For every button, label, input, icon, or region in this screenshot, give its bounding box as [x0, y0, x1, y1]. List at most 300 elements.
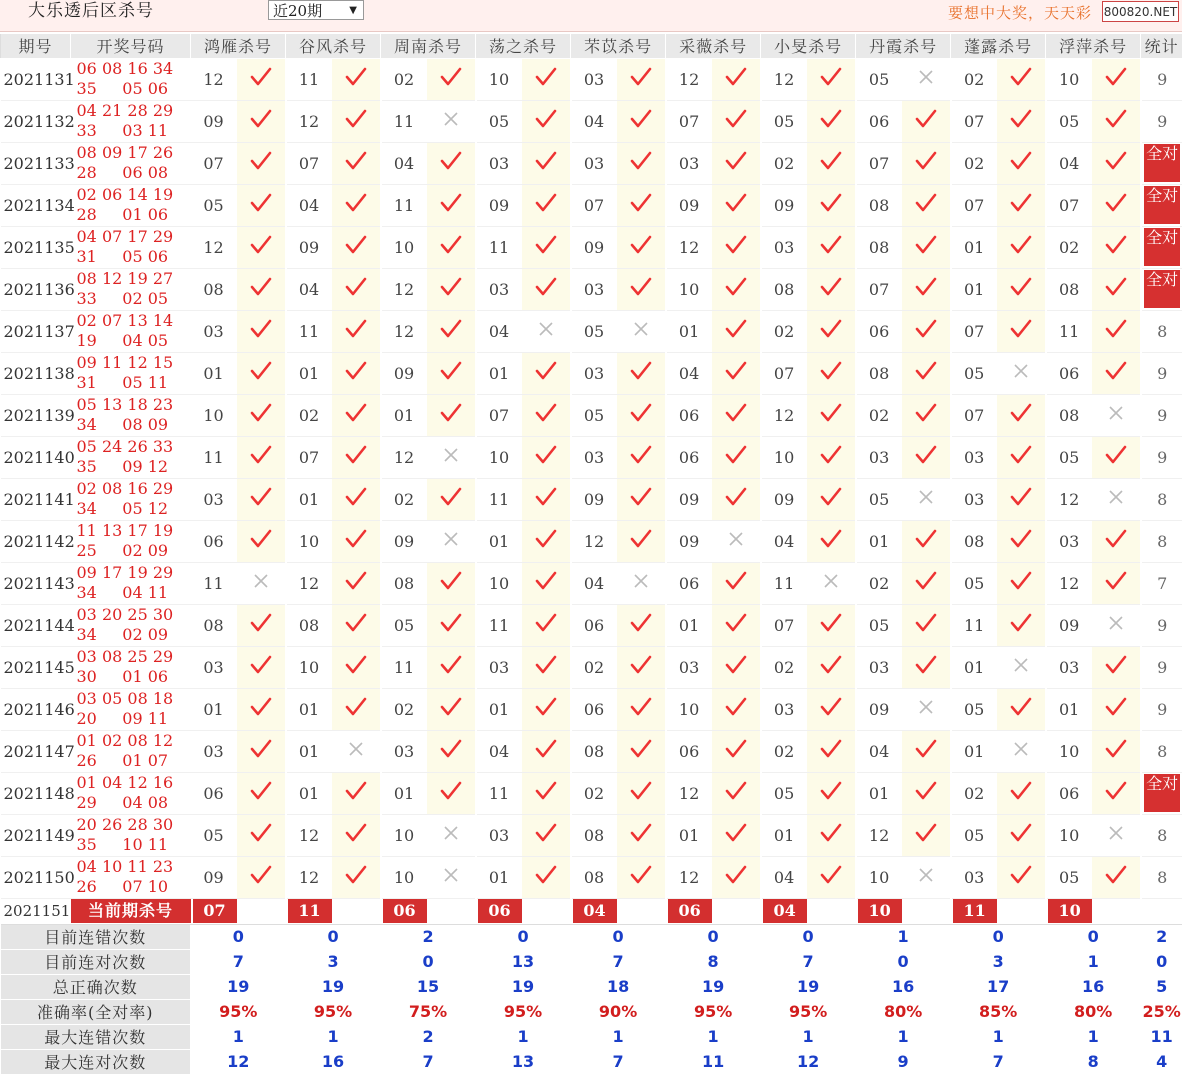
draw-numbers-cell [71, 646, 191, 688]
draw-front-numbers: 03 08 25 29 [76, 647, 174, 666]
check-icon [807, 184, 856, 226]
stat-cell: 9 [1141, 394, 1182, 436]
kill-number-cell: 03 [666, 646, 712, 688]
kill-number-cell: 08 [381, 562, 427, 604]
draw-front-numbers: 08 12 19 27 [76, 269, 174, 288]
kill-number-cell: 03 [761, 226, 807, 268]
check-icon [237, 856, 286, 898]
summary-value: 0 [476, 924, 571, 949]
check-icon [427, 604, 476, 646]
check-icon [997, 604, 1046, 646]
kill-number-cell: 01 [476, 856, 522, 898]
draw-back-numbers: 03 11 [122, 121, 169, 140]
draw-numbers-line2 [77, 289, 191, 309]
check-icon [712, 226, 761, 268]
kill-number-cell: 07 [761, 352, 807, 394]
current-stat-cell [1141, 898, 1182, 924]
cross-icon [807, 562, 856, 604]
kill-number-cell: 06 [856, 100, 902, 142]
draw-front-last: 26 [76, 751, 97, 770]
kill-number-cell: 11 [381, 646, 427, 688]
summary-value: 11 [666, 1049, 761, 1074]
check-icon [807, 268, 856, 310]
summary-value: 7 [571, 1049, 666, 1074]
draw-front-last: 35 [76, 457, 97, 476]
summary-value: 0 [951, 924, 1046, 949]
current-kill-cell [761, 898, 856, 924]
check-icon [902, 814, 951, 856]
kill-number-cell: 12 [666, 226, 712, 268]
check-icon [237, 184, 286, 226]
kill-number-cell: 03 [856, 646, 902, 688]
check-icon [902, 352, 951, 394]
check-icon [617, 520, 666, 562]
kill-number-cell: 07 [191, 142, 237, 184]
check-icon [332, 394, 381, 436]
kill-number-cell: 01 [951, 646, 997, 688]
summary-value: 3 [286, 949, 381, 974]
check-icon [522, 268, 571, 310]
check-icon [902, 100, 951, 142]
summary-value: 2 [381, 1024, 476, 1049]
check-icon [902, 310, 951, 352]
check-icon [617, 688, 666, 730]
draw-front-numbers: 04 10 11 23 [76, 857, 174, 876]
kill-number-cell: 04 [286, 268, 332, 310]
summary-value: 0 [1046, 924, 1141, 949]
summary-label: 准确率(全对率) [1, 999, 191, 1024]
kill-number-cell: 07 [951, 100, 997, 142]
cross-icon [1092, 394, 1141, 436]
draw-numbers-line2 [77, 751, 191, 771]
all-correct-badge: 全对 [1144, 228, 1180, 266]
summary-row [1, 949, 1182, 974]
summary-value: 18 [571, 974, 666, 999]
check-icon [617, 100, 666, 142]
kill-number-cell: 09 [476, 184, 522, 226]
check-icon [617, 58, 666, 100]
issue-cell: 2021150 [1, 856, 71, 898]
kill-number-cell: 02 [951, 772, 997, 814]
check-icon [427, 646, 476, 688]
kill-number-cell: 06 [571, 604, 617, 646]
kill-number-cell: 05 [856, 604, 902, 646]
current-kill-label: 当前期杀号 [71, 899, 191, 923]
check-icon [617, 772, 666, 814]
draw-numbers-cell [71, 394, 191, 436]
check-icon [807, 646, 856, 688]
all-correct-badge: 全对 [1144, 186, 1180, 224]
slogan-text: 要想中大奖，天天彩 [948, 4, 1093, 22]
draw-front-numbers: 06 08 16 34 [76, 59, 174, 78]
kill-number-cell: 11 [476, 478, 522, 520]
summary-value: 95% [476, 999, 571, 1024]
check-icon [807, 772, 856, 814]
stat-cell [1141, 226, 1182, 268]
check-icon [237, 772, 286, 814]
table-row [1, 268, 1182, 310]
col-header-expert: 丹霞杀号 [856, 34, 951, 58]
kill-number-cell: 03 [951, 856, 997, 898]
check-icon [522, 604, 571, 646]
kill-number-cell: 09 [191, 856, 237, 898]
cross-icon [1092, 814, 1141, 856]
draw-back-numbers: 10 11 [122, 835, 169, 854]
check-icon [522, 58, 571, 100]
check-icon [237, 478, 286, 520]
kill-number-cell: 04 [856, 730, 902, 772]
kill-number-cell: 01 [761, 814, 807, 856]
check-icon [617, 646, 666, 688]
summary-row [1, 924, 1182, 949]
current-kill-number: 06 [383, 899, 427, 923]
check-icon [427, 226, 476, 268]
check-icon [997, 772, 1046, 814]
kill-number-cell: 12 [286, 856, 332, 898]
check-icon [807, 142, 856, 184]
check-icon [237, 646, 286, 688]
kill-number-cell: 07 [951, 310, 997, 352]
check-icon [997, 268, 1046, 310]
check-icon [1092, 772, 1141, 814]
kill-number-cell: 02 [381, 58, 427, 100]
cross-icon [427, 100, 476, 142]
check-icon [712, 730, 761, 772]
kill-number-cell: 07 [286, 142, 332, 184]
kill-number-cell: 08 [286, 604, 332, 646]
issue-cell: 2021136 [1, 268, 71, 310]
kill-number-cell: 09 [761, 184, 807, 226]
summary-value: 1 [951, 1024, 1046, 1049]
kill-number-cell: 08 [191, 604, 237, 646]
kill-number-cell: 04 [1046, 142, 1092, 184]
current-kill-cell [666, 898, 761, 924]
kill-number-cell: 10 [1046, 58, 1092, 100]
top-bar [0, 0, 1182, 32]
kill-number-cell: 05 [761, 772, 807, 814]
kill-number-cell: 12 [1046, 478, 1092, 520]
table-row [1, 520, 1182, 562]
check-icon [332, 142, 381, 184]
table-header [1, 34, 1182, 58]
check-icon [522, 856, 571, 898]
kill-number-cell: 03 [476, 814, 522, 856]
table-row [1, 394, 1182, 436]
draw-front-last: 30 [76, 667, 97, 686]
kill-number-cell: 09 [666, 184, 712, 226]
draw-numbers-cell [71, 142, 191, 184]
kill-number-cell: 03 [476, 268, 522, 310]
kill-number-cell: 06 [666, 730, 712, 772]
check-icon [997, 562, 1046, 604]
check-icon [522, 730, 571, 772]
summary-label: 总正确次数 [1, 974, 191, 999]
check-icon [332, 100, 381, 142]
check-icon [807, 436, 856, 478]
kill-number-cell: 05 [571, 394, 617, 436]
check-icon [712, 142, 761, 184]
check-icon [237, 100, 286, 142]
check-icon [427, 268, 476, 310]
draw-front-numbers: 08 09 17 26 [76, 143, 174, 162]
site-badge[interactable]: 800820.NET [1102, 1, 1179, 22]
kill-number-cell: 11 [476, 604, 522, 646]
kill-number-cell: 12 [191, 226, 237, 268]
draw-numbers-line2 [77, 877, 191, 897]
summary-value: 0 [856, 949, 951, 974]
summary-value: 12 [191, 1049, 286, 1074]
kill-number-cell: 10 [381, 856, 427, 898]
check-icon [807, 604, 856, 646]
summary-value: 7 [191, 949, 286, 974]
table-row [1, 310, 1182, 352]
kill-number-cell: 08 [1046, 394, 1092, 436]
kill-number-cell: 08 [571, 814, 617, 856]
col-header-stat: 统计 [1141, 34, 1182, 58]
summary-label: 目前连错次数 [1, 924, 191, 949]
check-icon [902, 730, 951, 772]
kill-number-cell: 12 [856, 814, 902, 856]
kill-number-cell: 12 [286, 562, 332, 604]
kill-number-cell: 11 [381, 184, 427, 226]
check-icon [427, 688, 476, 730]
kill-number-cell: 11 [951, 604, 997, 646]
draw-front-numbers: 02 06 14 19 [76, 185, 174, 204]
check-icon [522, 688, 571, 730]
issue-cell: 2021139 [1, 394, 71, 436]
check-icon [237, 58, 286, 100]
check-icon [237, 226, 286, 268]
summary-row [1, 974, 1182, 999]
check-icon [617, 184, 666, 226]
draw-front-numbers: 04 21 28 29 [76, 101, 174, 120]
chevron-down-icon: ▼ [349, 5, 357, 16]
kill-number-cell: 11 [286, 58, 332, 100]
check-icon [332, 520, 381, 562]
kill-number-cell: 07 [761, 604, 807, 646]
draw-front-numbers: 03 05 08 18 [76, 689, 174, 708]
kill-number-cell: 03 [191, 730, 237, 772]
draw-numbers-cell [71, 562, 191, 604]
draw-front-last: 28 [76, 163, 97, 182]
check-icon [807, 814, 856, 856]
kill-number-cell: 05 [571, 310, 617, 352]
draw-front-last: 19 [76, 331, 97, 350]
kill-number-cell: 11 [476, 772, 522, 814]
draw-numbers-line2 [77, 205, 191, 225]
kill-number-cell: 06 [571, 688, 617, 730]
check-icon [332, 436, 381, 478]
kill-number-cell: 04 [571, 100, 617, 142]
check-icon [1092, 58, 1141, 100]
kill-number-cell: 08 [951, 520, 997, 562]
check-icon [332, 478, 381, 520]
check-icon [997, 310, 1046, 352]
kill-number-cell: 01 [951, 226, 997, 268]
draw-back-numbers: 04 05 [122, 331, 169, 350]
issue-cell: 2021149 [1, 814, 71, 856]
summary-value: 19 [666, 974, 761, 999]
summary-row [1, 1024, 1182, 1049]
kill-number-cell: 10 [1046, 730, 1092, 772]
issue-cell: 2021135 [1, 226, 71, 268]
issue-cell: 2021138 [1, 352, 71, 394]
col-header-numbers: 开奖号码 [71, 34, 191, 58]
stat-cell [1141, 772, 1182, 814]
summary-stat: 25% [1141, 999, 1182, 1024]
kill-number-cell: 08 [191, 268, 237, 310]
kill-number-cell: 04 [476, 310, 522, 352]
check-icon [712, 646, 761, 688]
check-icon [237, 688, 286, 730]
stat-cell: 7 [1141, 562, 1182, 604]
check-icon [617, 604, 666, 646]
draw-front-last: 34 [76, 499, 97, 518]
draw-numbers-line2 [77, 667, 191, 687]
period-select[interactable] [268, 0, 364, 20]
current-kill-cell [571, 898, 666, 924]
cross-icon [997, 730, 1046, 772]
kill-number-cell: 10 [761, 436, 807, 478]
check-icon [997, 100, 1046, 142]
kill-number-cell: 05 [856, 58, 902, 100]
check-icon [1092, 310, 1141, 352]
kill-number-cell: 02 [761, 730, 807, 772]
summary-value: 1 [191, 1024, 286, 1049]
draw-front-numbers: 02 07 13 14 [76, 311, 174, 330]
check-icon [1092, 436, 1141, 478]
check-icon [902, 226, 951, 268]
kill-number-cell: 04 [476, 730, 522, 772]
draw-front-last: 25 [76, 541, 97, 560]
kill-number-cell: 09 [571, 226, 617, 268]
kill-number-cell: 10 [286, 646, 332, 688]
current-kill-cell [856, 898, 951, 924]
kill-number-cell: 02 [571, 646, 617, 688]
draw-numbers-cell [71, 856, 191, 898]
kill-number-cell: 12 [761, 394, 807, 436]
draw-numbers-line2 [77, 415, 191, 435]
kill-number-cell: 05 [381, 604, 427, 646]
summary-value: 13 [476, 949, 571, 974]
summary-stat: 0 [1141, 949, 1182, 974]
draw-numbers-line2 [77, 331, 191, 351]
draw-front-numbers: 11 13 17 19 [76, 521, 174, 540]
draw-front-numbers: 05 24 26 33 [76, 437, 174, 456]
current-kill-number: 10 [1048, 899, 1092, 923]
kill-number-cell: 05 [951, 688, 997, 730]
check-icon [427, 730, 476, 772]
table-row [1, 730, 1182, 772]
summary-value: 12 [761, 1049, 856, 1074]
draw-back-numbers: 07 10 [122, 877, 169, 896]
check-icon [617, 478, 666, 520]
kill-number-cell: 01 [286, 730, 332, 772]
check-icon [522, 352, 571, 394]
kill-number-cell: 01 [666, 604, 712, 646]
check-icon [997, 58, 1046, 100]
check-icon [1092, 856, 1141, 898]
draw-front-last: 31 [76, 247, 97, 266]
cross-icon [902, 58, 951, 100]
check-icon [427, 184, 476, 226]
check-icon [617, 856, 666, 898]
check-icon [332, 772, 381, 814]
draw-numbers-line2 [77, 247, 191, 267]
cross-icon [427, 856, 476, 898]
kill-number-cell: 06 [1046, 772, 1092, 814]
check-icon [237, 604, 286, 646]
draw-front-last: 34 [76, 583, 97, 602]
kill-number-cell: 03 [1046, 646, 1092, 688]
kill-number-cell: 12 [286, 814, 332, 856]
check-icon [902, 184, 951, 226]
draw-numbers-cell [71, 730, 191, 772]
summary-value: 3 [951, 949, 1046, 974]
check-icon [332, 184, 381, 226]
summary-row [1, 1049, 1182, 1074]
check-icon [807, 226, 856, 268]
check-icon [712, 772, 761, 814]
draw-numbers-line2 [77, 373, 191, 393]
check-icon [332, 562, 381, 604]
current-issue-cell: 2021151 [1, 898, 71, 924]
draw-numbers-cell [71, 310, 191, 352]
table-row [1, 436, 1182, 478]
check-icon [332, 310, 381, 352]
kill-number-cell: 04 [571, 562, 617, 604]
draw-back-numbers: 06 08 [122, 163, 169, 182]
table-row [1, 58, 1182, 100]
kill-number-cell: 07 [856, 268, 902, 310]
stat-cell: 9 [1141, 604, 1182, 646]
cross-icon [332, 730, 381, 772]
issue-cell: 2021145 [1, 646, 71, 688]
check-icon [332, 646, 381, 688]
check-icon [997, 478, 1046, 520]
cross-icon [997, 352, 1046, 394]
summary-row [1, 999, 1182, 1024]
stat-cell: 8 [1141, 520, 1182, 562]
issue-cell: 2021148 [1, 772, 71, 814]
kill-number-cell: 10 [381, 226, 427, 268]
check-icon [712, 562, 761, 604]
check-icon [902, 604, 951, 646]
current-kill-cell [1046, 898, 1141, 924]
kill-number-cell: 12 [571, 520, 617, 562]
check-icon [522, 814, 571, 856]
table-row [1, 100, 1182, 142]
stat-cell: 8 [1141, 310, 1182, 352]
draw-numbers-cell [71, 520, 191, 562]
draw-front-last: 29 [76, 793, 97, 812]
kill-number-cell: 08 [761, 268, 807, 310]
kill-number-cell: 04 [761, 856, 807, 898]
issue-cell: 2021143 [1, 562, 71, 604]
draw-numbers-line2 [77, 793, 191, 813]
kill-number-cell: 04 [286, 184, 332, 226]
kill-number-cell: 10 [856, 856, 902, 898]
summary-value: 19 [761, 974, 856, 999]
kill-number-cell: 09 [856, 688, 902, 730]
check-icon [997, 436, 1046, 478]
draw-back-numbers: 04 11 [122, 583, 169, 602]
cross-icon [237, 562, 286, 604]
cross-icon [997, 646, 1046, 688]
check-icon [1092, 184, 1141, 226]
summary-label: 目前连对次数 [1, 949, 191, 974]
table-row [1, 646, 1182, 688]
